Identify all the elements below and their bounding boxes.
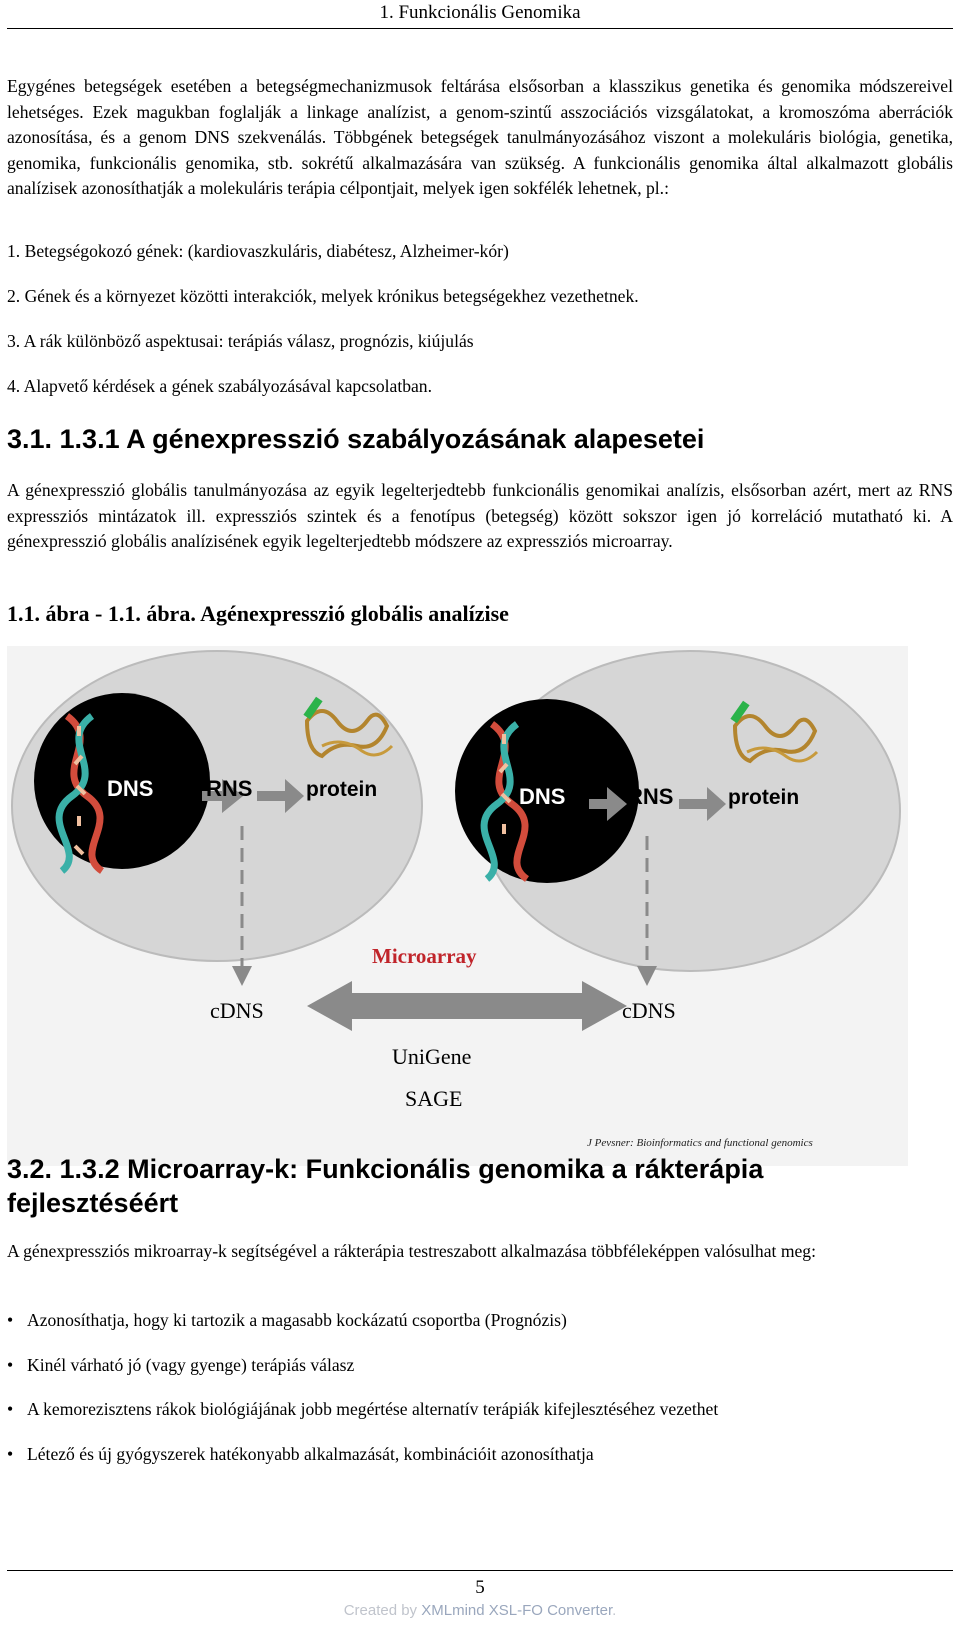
section-heading-2-line1: 3.2. 1.3.2 Microarray-k: Funkcionális genomika a rákterápia [7, 1154, 764, 1184]
created-brand-link[interactable]: XMLmind XSL-FO Converter [421, 1602, 613, 1619]
unigene-label: UniGene [392, 1044, 472, 1069]
bullet-item [7, 1442, 594, 1467]
bullet-icon: • [7, 1444, 14, 1464]
list-item: 1. Betegségokozó gének: (kardiovaszkuláris, diabétesz, Alzheimer-kór) [7, 241, 509, 261]
created-suffix: . [612, 1602, 617, 1619]
figure-credit: J Pevsner: Bioinformatics and functional genomics [587, 1137, 813, 1149]
bullet-text: A kemorezisztens rákok biológiájának jobb megértése alternatív terápiák kifejlesztéséhez vezethet [27, 1399, 719, 1419]
left-cell [12, 651, 422, 961]
section-heading-1: 3.1. 1.3.1 A génexpresszió szabályozásának alapesetei [7, 424, 705, 454]
bullet-icon: • [7, 1310, 14, 1330]
created-by [0, 1601, 960, 1621]
right-protein-label: protein [728, 786, 800, 809]
right-rns-label: RNS [627, 784, 674, 809]
right-dns-label: DNS [519, 784, 566, 809]
section1-body [7, 478, 953, 555]
microarray-label: Microarray [372, 944, 477, 968]
bullet-text: Azonosíthatja, hogy ki tartozik a magasabb kockázatú csoportba (Prognózis) [27, 1310, 567, 1330]
header-divider [7, 28, 953, 29]
bullet-item [7, 1397, 718, 1422]
list-item: 3. A rák különböző aspektusai: terápiás válasz, prognózis, kiújulás [7, 331, 474, 351]
bullet-text: Kinél várható jó (vagy gyenge) terápiás válasz [27, 1355, 355, 1375]
list-item: 4. Alapvető kérdések a gének szabályozásával kapcsolatban. [7, 376, 433, 396]
sage-label: SAGE [405, 1086, 463, 1111]
created-prefix: Created by [343, 1602, 422, 1619]
page-number: 5 [475, 1577, 485, 1598]
list-item: 2. Gének és a környezet közötti interakciók, melyek krónikus betegségekhez vezethetnek. [7, 286, 639, 306]
left-protein-label: protein [306, 778, 378, 801]
section1-paragraph: A génexpresszió globális tanulmányozása az egyik legelterjedtebb funkcionális genomikai analízis, elsősorban azért, mert az RNS expressziós mintázatok ill. expressziós szintek és a fenotípus (betegség) között sokszor igen jó korreláció mutatható ki. A génexpresszió globális analízisének egyik legelterjedtebb módszere az expressziós microarray. [7, 480, 953, 551]
gene-expression-figure [7, 646, 908, 1166]
footer-divider [7, 1570, 953, 1571]
cdns-right-label: cDNS [622, 998, 676, 1023]
page-header: 1. Funkcionális Genomika [379, 2, 581, 23]
section-heading-2-line2: fejlesztéséért [7, 1188, 179, 1218]
left-rns-label: RNS [206, 776, 253, 801]
cdns-left-label: cDNS [210, 998, 264, 1023]
bullet-text: Létező és új gyógyszerek hatékonyabb alkalmazását, kombinációit azonosíthatja [27, 1444, 594, 1464]
bullet-icon: • [7, 1355, 14, 1375]
figure-title: 1.1. ábra - 1.1. ábra. Agénexpresszió globális analízise [7, 601, 509, 626]
bullet-item [7, 1353, 354, 1378]
bullet-item [7, 1308, 567, 1333]
intro-paragraph: Egygénes betegségek esetében a betegségmechanizmusok feltárása elsősorban a klasszikus genetika és genomika módszereivel lehetséges. Ezek magukban foglalják a linkage analízist, a genom-szintű asszociációs vizsgálatokat, a kromoszóma aberrációk azonosítása, és a genom DNS szekvenálás. Többgének betegségek tanulmányozásához viszont a molekuláris biológia, genetika, genomika, funkcionális genomika, stb. sokrétű alkalmazására van szükség. A funkcionális genomika által alkalmazott globális analízisek azonosíthatják a molekuláris terápia célpontjait, melyek igen sokfélék lehetnek, pl.: [7, 76, 953, 198]
section2-paragraph: A génexpressziós mikroarray-k segítségével a rákterápia testreszabott alkalmazása többféleképpen valósulhat meg: [7, 1241, 816, 1261]
intro-block [7, 74, 953, 202]
section2-body [7, 1239, 953, 1265]
left-dns-label: DNS [107, 776, 154, 801]
bullet-icon: • [7, 1399, 14, 1419]
